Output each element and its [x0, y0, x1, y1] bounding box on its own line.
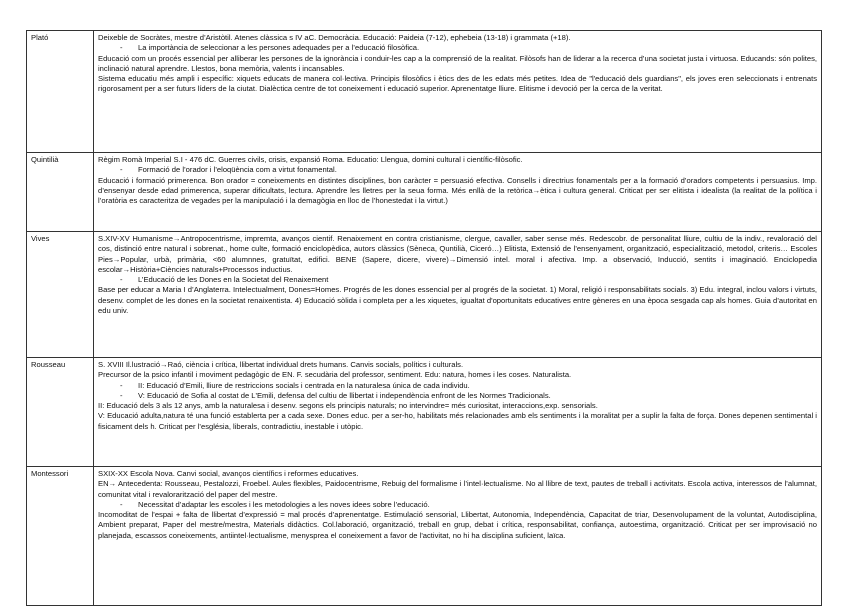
bullet-mark: - [120, 165, 123, 175]
bullet-mark: - [120, 43, 123, 53]
paragraph: II: Educació dels 3 als 12 anys, amb la naturalesa i desenv. segons els principis naturals; no intervindre= més curiositat, interaccions,exp. sensorials. [98, 401, 598, 411]
author-name: Montessori [27, 467, 94, 606]
bullet-mark: - [120, 275, 123, 285]
paragraph: Incomoditat de l’espai + falta de llibertat d’expressió = mal procés d’aprenentatge. Estimulació sensorial, Llibertat, Autonomia, Independència, Capacitat de triar, Desenvolupament de la voluntat, Autodisciplina, Ambient preparat, Paper del mestre/mestra, Materials didàctics. Col.laboració, organització, treball en grup, debat i crítica, responsabilitat, confiança, autoestima, organització. Criticat per ser improvisació no planejada, escassos coneixements, antiintel·lectualisme, menysprea el coneixement a favor de l'activitat, no hi ha disciplina suficient, laïca. [98, 510, 817, 540]
bullet-line [98, 43, 817, 53]
bullet-text: La importància de seleccionar a les persones adequades per a l’educació filosòfica. [138, 43, 420, 53]
paragraph: Educació com un procés essencial per alliberar les persones de la ignorància i conduir-les cap a la comprensió de la realitat. Filòsofs han de liderar a la recerca d’una societat justa i virtuosa. Educands: són polites, inclinació natural aprendre. Llestos, bona memòria, valents i incansables. [98, 53, 817, 73]
context-line: S. XVIII Il.lustració→Raó, ciència i crítica, llibertat individual drets humans. Canvis socials, polítics i culturals. [98, 360, 464, 369]
bullet-text: L’Educació de les Dones en la Societat del Renaixement [138, 275, 329, 285]
author-notes [94, 467, 822, 606]
table-row [27, 358, 822, 467]
bullet-text: II: Educació d’Emili, lliure de restriccions socials i centrada en la naturalesa única de cada individu. [138, 380, 470, 390]
table-row [27, 467, 822, 606]
bullet-text: V: Educació de Sofia al costat de L'Emili, defensa del cultiu de llibertat i independència enfront de les Normes Tradicionals. [138, 390, 551, 400]
paragraph: Base per educar a Maria I d’Anglaterra. Intelectualment, Dones=Homes. Progrés de les dones essencial per al progrés de la societat. 1) Moral, religió i responsabilitats socials. 3) Edu. integral, inclou valors i virtuts, desenv. complet de les dones en la societat renaixentista. 4) Educació sòlida i completa per a les xiquetes, igualtat d'oportunitats educatives entre gèneres en una època sesgada cap als homes. Guia d’autoritat en edu univ. [98, 285, 817, 316]
bullet-mark: - [120, 380, 123, 390]
paragraph: Sistema educatiu més ampli i específic: xiquets educats de manera col·lectiva. Principis filosòfics i ètics des de les edats més petites. Idea de "l'educació dels guardians", els joves eren seleccionats i entrenats rigorosament per a ser futurs líders de la ciutat. Dialèctica centre de tot coneixement i educació superior. Aprenentatge lliure. Elitisme i devoció per la cerca de la veritat. [98, 74, 817, 94]
author-notes [94, 153, 822, 232]
bullet-text: Necessitat d’adaptar les escoles i les metodologies a les noves idees sobre l’educació. [138, 499, 430, 509]
bullet-line [98, 165, 817, 175]
author-name: Rousseau [27, 358, 94, 467]
author-name: Quintilià [27, 153, 94, 232]
bullet-text: Formació de l’orador i l’eloqüència com a virtut fonamental. [138, 165, 337, 175]
bullet-line [98, 381, 817, 391]
bullet-line [98, 500, 817, 510]
bullet-mark: - [120, 390, 123, 400]
bullet-line [98, 391, 817, 401]
table-row [27, 232, 822, 358]
context-line: Règim Romà Imperial S.I - 476 dC. Guerres civils, crisis, expansió Roma. Educatio: Llengua, domini cultural i científic-filòsofic. [98, 155, 523, 164]
author-notes [94, 31, 822, 153]
author-notes [94, 232, 822, 358]
table-row [27, 153, 822, 232]
paragraph: Educació i formació primerenca. Bon orador = coneixements en distintes disciplines, bon caràcter = persuasió efectiva. Consells i directrius fonamentals per a la formació d’oradors competents i persuasius. Imp. d’ensenyar desde edad primerenca, superar dificultats, lectura. Aprendre les lletres per la seua forma. Més enllà de la retòrica→ètica i cultura general. Criticat per ser elitista i idealista (la realitat de la política i l’oratòria es caracteritza de vegades per la manipulació i la demagògia en lloc de l’honestedat i la virtut.) [98, 175, 817, 206]
paragraph: V: Educació adulta,natura té una funció establerta per a cada sexe. Dones educ. per a ser-ho, habilitats més relacionades amb els sentiments i la moralitat per a suplir la falta de força. Dones depenen sentimental i fisicament dels h. Criticat per l’església, liberals, contradictiu, inestable i utòpic. [98, 411, 817, 431]
table-row [27, 31, 822, 153]
context-line: Deixeble de Socràtes, mestre d’Aristòtil. Atenes clàssica s IV aC. Democràcia. Educació: Paideia (7-12), ephebeia (13-18) i grammata (+18). [98, 33, 571, 42]
context-line: S.XIV-XV Humanisme→Antropocentrisme, impremta, avanços cientif. Renaixement en contra cristianisme, clergue, cavaller, saber sense més. Redescobr. de personalitat lliure, cultiu de la indiv., revaloració del cos, distinció entre natural i sobrenat., home culte, formació enciclopèdica, autors clàssics (Sèneca, Quntilià, Ciceró…) Elitista, Extensió de l’ensenyament, organització, especialització, metodol, criteris… Escoles Pies→Popular, urbà, primària, <60 alumnnes, gratuïtat, edifici. BENE (Sapere, dicere, vivere)→Dimensió intel. moral i afectiva. Imp. a observació, Inducció, sentits i imaginació. Enciclopedia escolar→Història+Ciències naturals+Processos inductius. [98, 234, 817, 274]
paragraph: EN→ Antecedenta: Rousseau, Pestalozzi, Froebel. Aules flexibles, Paidocentrisme, Rebuig del formalisme i l’intel·lectualisme. No al llibre de text, pautes de treball i activitats. Escola activa, interessos de l’alumnat, comunitat vital i revalorarització del paper del mestre. [98, 479, 817, 499]
context-line: SXIX-XX Escola Nova. Canvi social, avanços científics i reformes educatives. [98, 469, 359, 478]
author-name: Vives [27, 232, 94, 358]
context-line: Precursor de la psico infantil i moviment pedagògic de EN. F. secudària del professor, sentiment. Edu: natura, homes i les coses. Naturalista. [98, 370, 572, 380]
summary-table [26, 30, 822, 606]
author-name: Plató [27, 31, 94, 153]
bullet-mark: - [120, 499, 123, 509]
author-notes [94, 358, 822, 467]
bullet-line [98, 275, 817, 285]
